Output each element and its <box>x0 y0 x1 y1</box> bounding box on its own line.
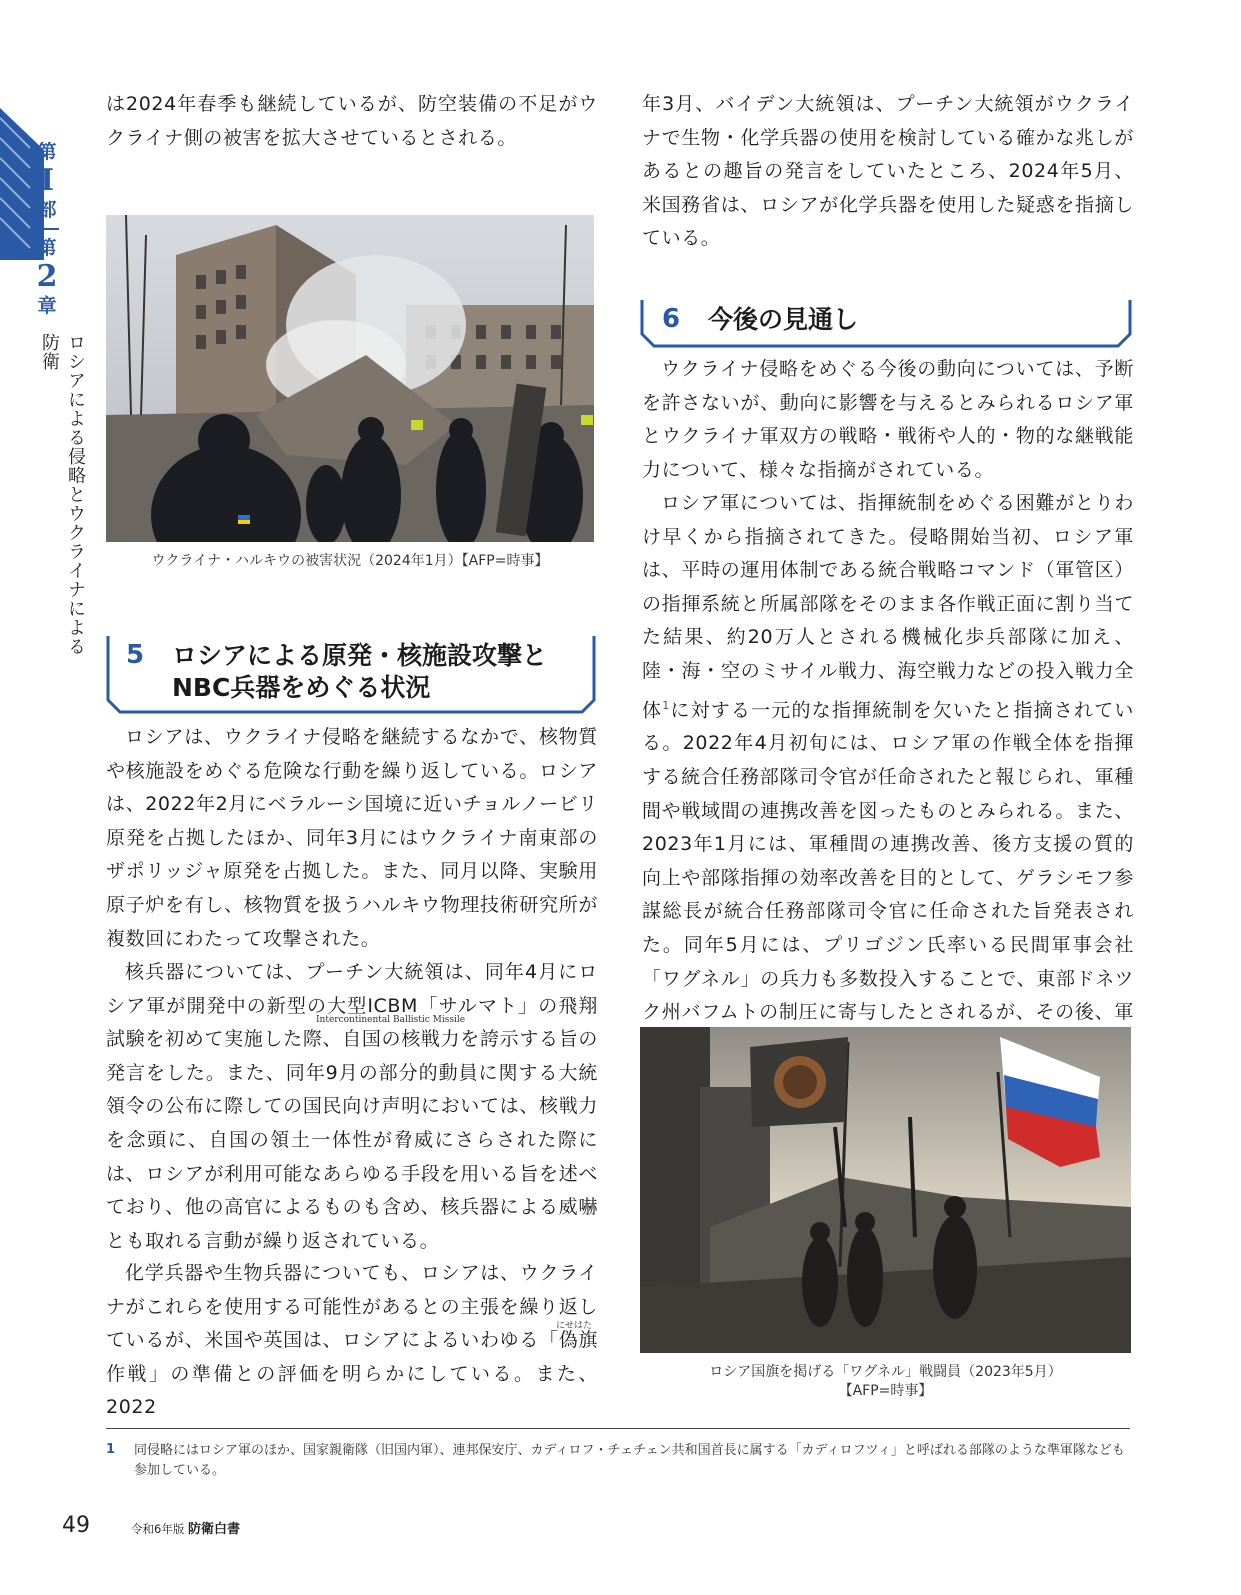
publication-title <box>131 1518 240 1537</box>
section-5-title-line-1: ロシアによる原発・核施設攻撃と <box>172 641 548 670</box>
left-paragraph-1: ロシアは、ウクライナ侵略を継続するなかで、核物質や核施設をめぐる危険な行動を繰り返している。ロシアは、2022年2月にベラルーシ国境に近いチョルノービリ原発を占拠したほか、同年3月にはウクライナ南東部のザポリッジャ原発を占拠した。また、同月以降、実験用原子炉を有し、核物質を扱うハルキウ物理技術研究所が複数回にわたって攻撃された。 <box>106 726 598 950</box>
footnote-reference[interactable]: 1 <box>662 698 670 712</box>
part-chapter-divider <box>35 228 59 230</box>
right-paragraph-2 <box>642 487 1134 1063</box>
icbm-ruby-annotation: Intercontinental Ballistic Missile <box>316 1015 466 1025</box>
publication-name: 防衛白書 <box>187 1522 240 1537</box>
part-suffix: 部 <box>37 199 57 221</box>
chapter-prefix: 第 <box>37 237 57 259</box>
right-intro-paragraph: 年3月、バイデン大統領は、プーチン大統領がウクライナで生物・化学兵器の使用を検討している確かな兆しがあるとの趣旨の発言をしていたところ、2024年5月、米国務省は、ロシアが化学兵器を使用した疑惑を指摘している。 <box>642 93 1134 250</box>
wagner-photo-caption-line-2: 【AFP=時事】 <box>838 1383 933 1399</box>
part-number: I <box>39 163 55 198</box>
publication-era: 令和6年版 <box>131 1522 185 1536</box>
photo-kharkiv-damage <box>106 215 594 542</box>
part-chapter-label <box>34 140 60 318</box>
kharkiv-photo-caption: ウクライナ・ハルキウの被害状況（2024年1月）【AFP=時事】 <box>151 553 549 569</box>
kharkiv-photo-illustration <box>106 215 594 542</box>
false-flag-ruby-annotation: にせはた <box>556 1321 593 1331</box>
right-paragraph-2-part-b: に対する一元的な指揮統制を欠いたと指摘されている。2022年4月初旬には、ロシア軍の作戦全体を指揮する統合任務部隊司令官が任命されたと報じられ、軍種間や戦域間の連携改善を図ったものとみられる。また、2023年1月には、軍種間の連携改善、後方支援の質的向上や部隊指揮の効率改善を目的として、ゲラシモフ参謀総長が統合任務部隊司令官に任命された旨発表された。同年5月には、プリゴジン氏率いる民間軍事会社「ワグネル」の兵力も多数投入することで、東部ドネツク州バフムトの制圧に寄与したとされるが、その後、軍 <box>642 698 1134 1024</box>
wagner-photo-illustration <box>640 1027 1131 1353</box>
page-number: 49 <box>62 1513 90 1538</box>
photo-wagner-flag <box>640 1027 1131 1353</box>
section-6-title: 今後の見通し <box>708 305 859 334</box>
section-6-heading <box>640 300 1132 348</box>
chapter-title-vertical: ロシアによる侵略とウクライナによる防衛 <box>39 333 86 656</box>
part-prefix: 第 <box>37 141 57 163</box>
section-5-number: 5 <box>126 640 145 670</box>
wagner-photo-caption-line-1: ロシア国旗を掲げる「ワグネル」戦闘員（2023年5月） <box>709 1364 1062 1380</box>
left-paragraph-3: 化学兵器や生物兵器についても、ロシアは、ウクライナがこれらを使用する可能性があるとの主張を繰り返しているが、米国や英国は、ロシアによるいわゆる「偽旗作戦」の準備との評価を明らかにしている。また、2022 <box>106 1262 598 1419</box>
section-5-title-line-2: NBC兵器をめぐる状況 <box>172 673 431 702</box>
left-paragraph-2: 核兵器については、プーチン大統領は、同年4月にロシア軍が開発中の新型の大型ICBM「サルマト」の飛翔試験を初めて実施した際、自国の核戦力を誇示する旨の発言をした。また、同年9月の部分的動員に関する大統領令の公布に際しての国民向け声明においては、核戦力を念頭に、自国の領土一体性が脅威にさらされた際には、ロシアが利用可能なあらゆる手段を用いる旨を述べており、他の高官によるものも含め、核兵器による威嚇とも取れる言動が繰り返されている。 <box>106 961 598 1252</box>
chapter-number: 2 <box>36 259 58 294</box>
section-5-heading <box>106 636 596 714</box>
footnote-text: 同侵略にはロシア軍のほか、国家親衛隊（旧国内軍）、連邦保安庁、カディロフ・チェチェン共和国首長に属する「カディロフツィ」と呼ばれる部隊のような準軍隊なども参加している。 <box>134 1443 1125 1478</box>
chapter-suffix: 章 <box>37 295 57 317</box>
section-6-number: 6 <box>662 304 681 334</box>
right-paragraph-2-part-a: ロシア軍については、指揮統制をめぐる困難がとりわけ早くから指摘されてきた。侵略開始当初、ロシア軍は、平時の運用体制である統合戦略コマンド（軍管区）の指揮系統と所属部隊をそのまま各作戦正面に割り当てた結果、約20万人とされる機械化歩兵部隊に加え、陸・海・空のミサイル戦力、海空戦力などの投入戦力全体 <box>642 492 1134 721</box>
left-intro-paragraph: は2024年春季も継続しているが、防空装備の不足がウクライナ側の被害を拡大させているとされる。 <box>106 93 598 149</box>
footnote-rule <box>106 1428 1130 1429</box>
footnote-number: 1 <box>106 1442 116 1457</box>
right-paragraph-1: ウクライナ侵略をめぐる今後の動向については、予断を許さないが、動向に影響を与えるとみられるロシア軍とウクライナ軍双方の戦略・戦術や人的・物的な継戦能力について、様々な指摘がされている。 <box>642 358 1134 481</box>
